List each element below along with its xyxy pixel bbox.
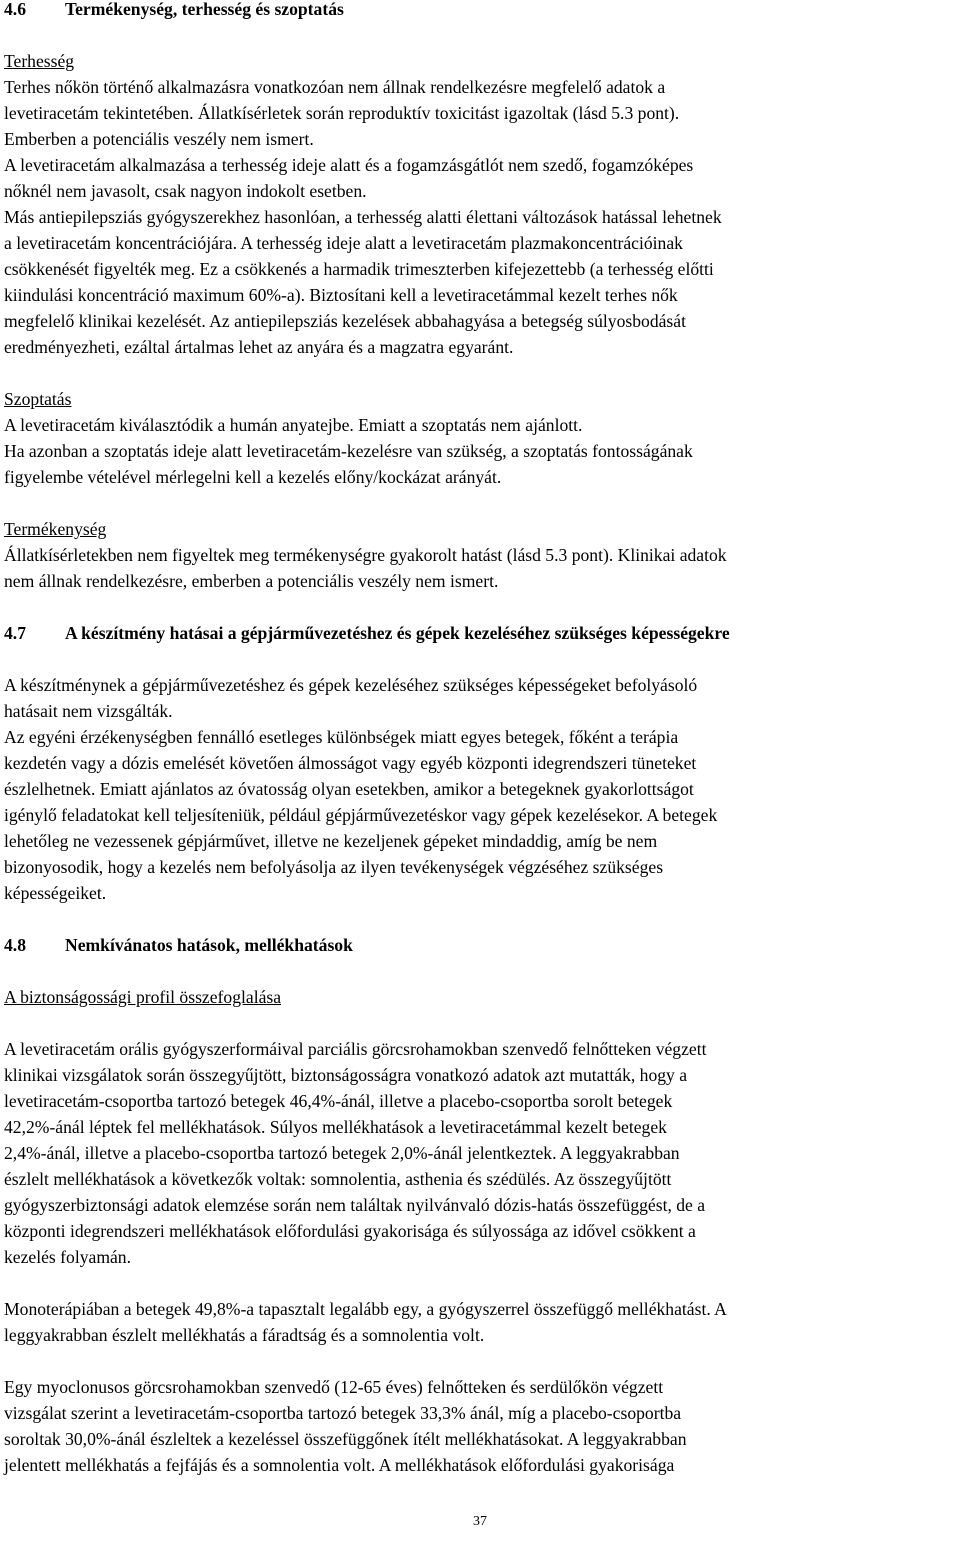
text-line: A levetiracetám orális gyógyszerformáival parciális görcsrohamokban szenvedő felnőtteken végzett (4, 1039, 707, 1059)
paragraph-driving (4, 672, 959, 906)
section-title: A készítmény hatásai a gépjárművezetéshez és gépek kezeléséhez szükséges képességekre (65, 623, 730, 643)
text-line: levetiracetám tekintetében. Állatkísérletek során reproduktív toxicitást igazoltak (lásd 5.3 pont). (4, 103, 680, 123)
text-line: Állatkísérletekben nem figyeltek meg termékenységre gyakorolt hatást (lásd 5.3 pont). Klinikai adatok (4, 545, 727, 565)
paragraph-safety-1 (4, 1036, 959, 1270)
text-line: A levetiracetám alkalmazása a terhesség ideje alatt és a fogamzásgátlót nem szedő, fogamzóképes (4, 155, 694, 175)
section-number: 4.6 (4, 0, 26, 19)
text-line: jelentett mellékhatás a fejfájás és a somnolentia volt. A mellékhatások előfordulási gyakorisága (4, 1455, 675, 1475)
text-line: Más antiepilepsziás gyógyszerekhez hasonlóan, a terhesség alatti élettani változások hatással lehetnek (4, 207, 722, 227)
text-line: igénylő feladatokat kell teljesíteniük, például gépjárművezetéskor vagy gépek kezelésekor. A betegek (4, 805, 718, 825)
paragraph-pregnancy (4, 74, 959, 360)
text-line: képességeiket. (4, 883, 107, 903)
text-line: soroltak 30,0%-ánál észleltek a kezeléssel összefüggőnek ítélt mellékhatásokat. A leggyakrabban (4, 1429, 687, 1449)
text-line: a levetiracetám koncentrációjára. A terhesség ideje alatt a levetiracetám plazmakoncentrációinak (4, 233, 683, 253)
subheading-safety-profile: A biztonságossági profil összefoglalása (4, 987, 282, 1007)
text-line: hatásait nem vizsgálták. (4, 701, 173, 721)
text-line: Monoterápiában a betegek 49,8%-a tapasztalt legalább egy, a gyógyszerrel összefüggő mellékhatást. A (4, 1299, 727, 1319)
section-number: 4.7 (4, 623, 26, 643)
text-line: figyelembe vételével mérlegelni kell a kezelés előny/kockázat arányát. (4, 467, 502, 487)
paragraph-monotherapy (4, 1296, 959, 1348)
text-line: nem állnak rendelkezésre, emberben a potenciális veszély nem ismert. (4, 571, 499, 591)
text-line: gyógyszerbiztonsági adatok elemzése során nem találtak nyilvánvaló dózis-hatás összefüggést, de a (4, 1195, 706, 1215)
paragraph-myoclonic (4, 1374, 959, 1478)
text-line: leggyakrabban észlelt mellékhatás a fáradtság és a somnolentia volt. (4, 1325, 485, 1345)
document-page (4, 0, 959, 1478)
text-line: 42,2%-ánál léptek fel mellékhatások. Súlyos mellékhatások a levetiracetámmal kezelt betegek (4, 1117, 667, 1137)
text-line: Emberben a potenciális veszély nem ismert. (4, 129, 314, 149)
text-line: Egy myoclonusos görcsrohamokban szenvedő (12-65 éves) felnőtteken és serdülőkön végzett (4, 1377, 664, 1397)
text-line: 2,4%-ánál, illetve a placebo-csoportba tartozó betegek 2,0%-ánál jelentkeztek. A leggyakrabban (4, 1143, 680, 1163)
paragraph-fertility (4, 542, 959, 594)
text-line: Az egyéni érzékenységben fennálló esetleges különbségek miatt egyes betegek, főként a terápia (4, 727, 679, 747)
section-number: 4.8 (4, 935, 26, 955)
paragraph-breastfeeding (4, 412, 959, 490)
subheading-pregnancy: Terhesség (4, 51, 75, 71)
section-title: Termékenység, terhesség és szoptatás (65, 0, 344, 19)
text-line: vizsgálat szerint a levetiracetám-csoportba tartozó betegek 33,3% ánál, míg a placebo-csoportba (4, 1403, 682, 1423)
text-line: Terhes nőkön történő alkalmazásra vonatkozóan nem állnak rendelkezésre megfelelő adatok a (4, 77, 666, 97)
text-line: eredményezheti, ezáltal ártalmas lehet az anyára és a magzatra egyaránt. (4, 337, 514, 357)
text-line: csökkenését figyelték meg. Ez a csökkenés a harmadik trimeszterben kifejezettebb (a terhesség előtti (4, 259, 714, 279)
section-heading-4-7 (4, 620, 959, 646)
text-line: klinikai vizsgálatok során összegyűjtött, biztonságosságra vonatkozó adatok azt mutatták, hogy a (4, 1065, 688, 1085)
section-heading-4-8 (4, 932, 959, 958)
text-line: kezdetén vagy a dózis emelését követően álmosságot vagy egyéb központi idegrendszeri tüneteket (4, 753, 697, 773)
text-line: észlelt mellékhatások a következők voltak: somnolentia, asthenia és szédülés. Az összegyűjtött (4, 1169, 672, 1189)
text-line: bizonyosodik, hogy a kezelés nem befolyásolja az ilyen tevékenységek végzéséhez szükséges (4, 857, 664, 877)
subheading-fertility: Termékenység (4, 519, 107, 539)
text-line: Ha azonban a szoptatás ideje alatt levetiracetám-kezelésre van szükség, a szoptatás fontosságának (4, 441, 693, 461)
section-title: Nemkívánatos hatások, mellékhatások (65, 935, 353, 955)
text-line: megfelelő klinikai kezelését. Az antiepilepsziás kezelések abbahagyása a betegség súlyosbodását (4, 311, 686, 331)
subheading-breastfeeding: Szoptatás (4, 389, 72, 409)
text-line: központi idegrendszeri mellékhatások előfordulási gyakorisága és súlyossága az idővel csökkent a (4, 1221, 696, 1241)
text-line: kezelés folyamán. (4, 1247, 132, 1267)
text-line: nőknél nem javasolt, csak nagyon indokolt esetben. (4, 181, 367, 201)
text-line: A levetiracetám kiválasztódik a humán anyatejbe. Emiatt a szoptatás nem ajánlott. (4, 415, 583, 435)
text-line: észlelhetnek. Emiatt ajánlatos az óvatosság olyan esetekben, amikor a betegeknek gyakorlottságot (4, 779, 694, 799)
page-number: 37 (473, 1514, 487, 1529)
text-line: A készítménynek a gépjárművezetéshez és gépek kezeléséhez szükséges képességeket befolyásoló (4, 675, 698, 695)
text-line: kiindulási koncentráció maximum 60%-a). Biztosítani kell a levetiracetámmal kezelt terhes nők (4, 285, 678, 305)
text-line: levetiracetám-csoportba tartozó betegek 46,4%-ánál, illetve a placebo-csoportba sorolt betegek (4, 1091, 673, 1111)
text-line: lehetőleg ne vezessenek gépjárművet, illetve ne kezeljenek gépeket mindaddig, amíg be nem (4, 831, 658, 851)
section-heading-4-6 (4, 0, 959, 22)
